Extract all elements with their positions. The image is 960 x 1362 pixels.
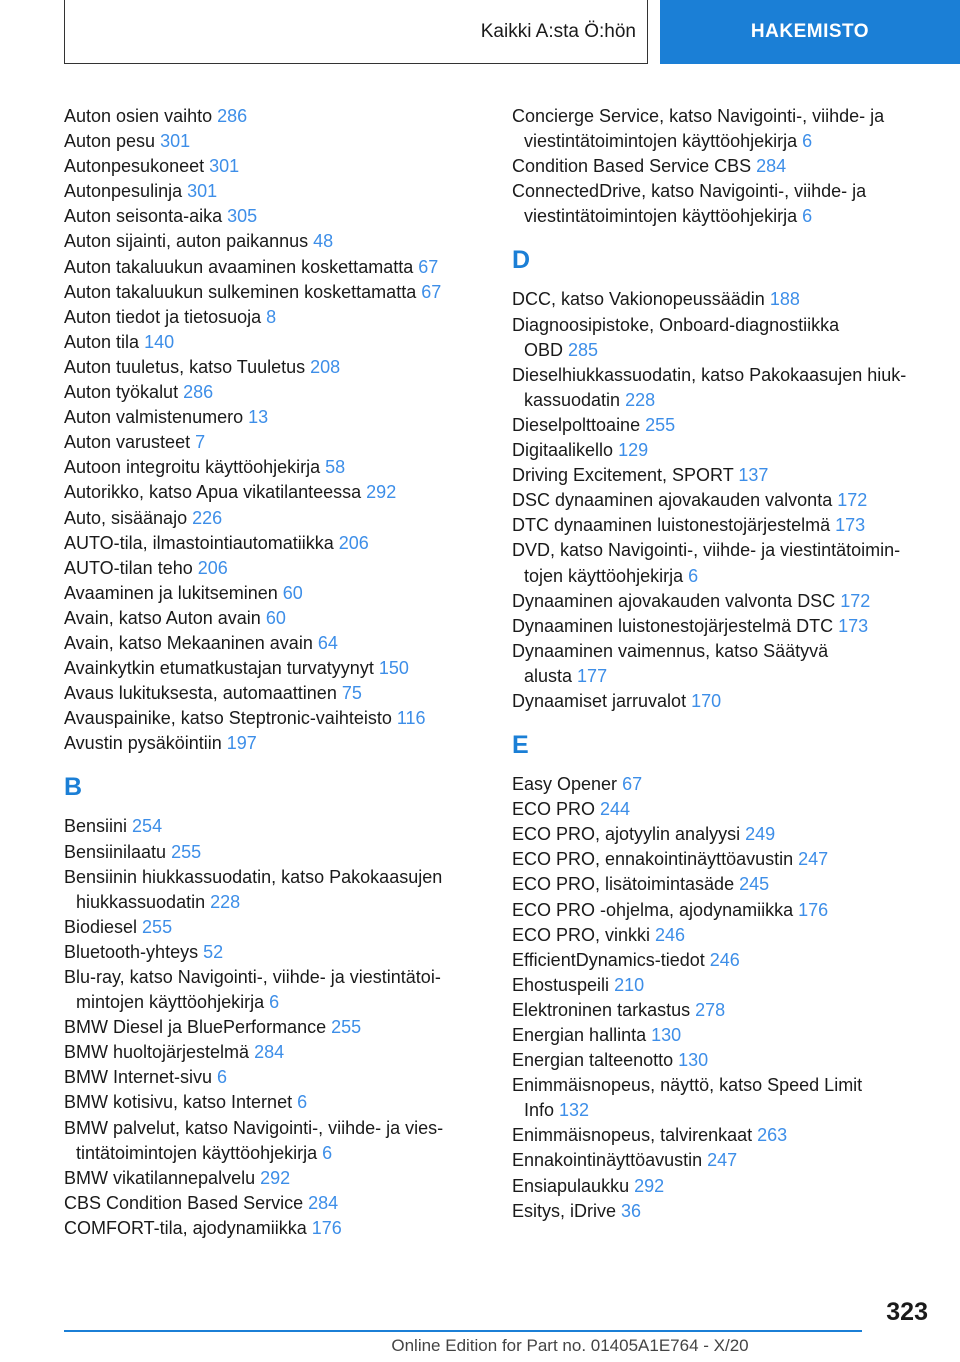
page-link[interactable]: 67 — [622, 774, 643, 795]
index-entry — [512, 363, 932, 388]
page-link[interactable]: 197 — [226, 733, 257, 754]
index-entry — [64, 731, 474, 756]
page-link[interactable]: 206 — [197, 557, 228, 578]
index-entry — [512, 463, 932, 488]
index-entry — [64, 455, 474, 480]
index-entry-text: Autorikko, katso Apua vikatilanteessa — [64, 482, 367, 503]
index-entry — [64, 814, 474, 839]
index-entry — [512, 589, 932, 614]
page-link[interactable]: 13 — [248, 407, 269, 428]
index-entry-continuation — [512, 204, 932, 229]
index-entry — [64, 1065, 474, 1090]
index-entry — [64, 681, 474, 706]
index-entry-text: Dynaamiset jarruvalot — [512, 690, 692, 711]
index-entry — [512, 413, 932, 438]
page-link[interactable]: 246 — [709, 949, 740, 970]
page-link[interactable]: 48 — [313, 231, 334, 252]
index-entry-text: Enimmäisnopeus, talvirenkaat — [512, 1125, 758, 1146]
page-link[interactable]: 176 — [311, 1217, 342, 1238]
index-entry — [64, 480, 474, 505]
index-entry — [64, 631, 474, 656]
index-entry — [64, 280, 474, 305]
index-entry — [64, 104, 474, 129]
index-entry — [512, 313, 932, 338]
index-entry-text: Avain, katso Mekaaninen avain — [64, 632, 318, 653]
index-entry-text: BMW Diesel ja BluePerformance — [64, 1017, 332, 1038]
page-link[interactable]: 137 — [738, 465, 769, 486]
index-entry-text: Bensiini — [64, 816, 133, 837]
page-link[interactable]: 132 — [559, 1100, 590, 1121]
page-link[interactable]: 247 — [707, 1150, 738, 1171]
index-entry-text: Bensiinilaatu — [64, 841, 172, 862]
index-entry-text: ECO PRO, ennakointinäyttöavustin — [512, 849, 799, 870]
index-entry — [512, 689, 932, 714]
page-link[interactable]: 8 — [266, 306, 277, 327]
page-link[interactable]: 301 — [160, 131, 191, 152]
index-entry-continuation — [512, 338, 932, 363]
index-entry — [64, 1116, 474, 1141]
index-entry-text: Auton tiedot ja tietosuoja — [64, 306, 267, 327]
index-column-right — [512, 104, 932, 1224]
index-entry-text: Biodiesel — [64, 916, 143, 937]
index-entry — [64, 179, 474, 204]
index-entry-continuation — [64, 1141, 474, 1166]
index-entry-continuation — [64, 990, 474, 1015]
index-entry-text: AUTO-tila, ilmastointiautomatiikka — [64, 532, 339, 553]
index-entry-text: viestintätoimintojen käyttöohjekirja — [524, 206, 803, 227]
page-link[interactable]: 116 — [396, 708, 426, 729]
index-entry-text: tintätoimintojen käyttöohjekirja — [76, 1142, 323, 1163]
index-entry-text: BMW vikatilannepalvelu — [64, 1167, 261, 1188]
index-entry — [64, 154, 474, 179]
page-link[interactable]: 249 — [745, 824, 776, 845]
index-entry — [64, 556, 474, 581]
index-entry-text: Avauspainike, katso Steptronic-vaihteisto — [64, 708, 397, 729]
page-link[interactable]: 67 — [421, 281, 442, 302]
index-entry-text: Dieselpolttoaine — [512, 414, 646, 435]
page-link[interactable]: 292 — [634, 1175, 665, 1196]
index-entry-text: Avainkytkin etumatkustajan turvatyynyt — [64, 658, 379, 679]
index-entry-text: ECO PRO -ohjelma, ajodynamiikka — [512, 899, 799, 920]
page-link[interactable]: 176 — [798, 899, 829, 920]
page-link[interactable]: 75 — [341, 683, 362, 704]
page-link[interactable]: 210 — [614, 974, 645, 995]
page-link[interactable]: 286 — [183, 382, 214, 403]
page-link[interactable]: 173 — [838, 615, 869, 636]
index-entry-continuation — [64, 890, 474, 915]
page-link[interactable]: 301 — [187, 181, 218, 202]
index-entry — [512, 1073, 932, 1098]
index-entry-text: Dynaaminen ajovakauden valvonta DSC — [512, 590, 841, 611]
page-link[interactable]: 52 — [203, 941, 224, 962]
page-link[interactable]: 173 — [835, 515, 866, 536]
page-link[interactable]: 58 — [325, 457, 346, 478]
index-entry-text: Autonpesulinja — [64, 181, 188, 202]
page-link[interactable]: 245 — [739, 874, 770, 895]
index-entry-text: Avustin pysäköintiin — [64, 733, 227, 754]
index-entry — [64, 229, 474, 254]
index-entry-text: CBS Condition Based Service — [64, 1192, 309, 1213]
index-entry-text: Autoon integroitu käyttöohjekirja — [64, 457, 326, 478]
index-entry — [64, 129, 474, 154]
index-entry — [64, 1166, 474, 1191]
index-entry-text: Bluetooth-yhteys — [64, 941, 204, 962]
page-link[interactable]: 6 — [217, 1067, 228, 1088]
index-entry-continuation — [512, 1098, 932, 1123]
page-link[interactable]: 172 — [840, 590, 871, 611]
page-link[interactable]: 284 — [308, 1192, 339, 1213]
page-link[interactable]: 208 — [310, 356, 341, 377]
index-entry-text: BMW kotisivu, katso Internet — [64, 1092, 298, 1113]
page-link[interactable]: 246 — [655, 924, 686, 945]
index-entry-text: Condition Based Service CBS — [512, 156, 757, 177]
index-entry-text: AUTO-tilan teho — [64, 557, 198, 578]
page-link[interactable]: 170 — [691, 690, 722, 711]
index-entry-text: EfficientDynamics-tiedot — [512, 949, 710, 970]
index-entry-continuation — [512, 129, 932, 154]
index-entry — [512, 1199, 932, 1224]
index-entry — [64, 865, 474, 890]
index-entry-text: ECO PRO, ajotyylin analyysi — [512, 824, 746, 845]
index-entry — [512, 1148, 932, 1173]
page-link[interactable]: 130 — [651, 1025, 682, 1045]
page-link[interactable]: 254 — [132, 816, 163, 837]
index-entry-text: Dynaaminen luistonestojärjestelmä DTC — [512, 615, 839, 636]
index-entry-text: Blu-ray, katso Navigointi-, viihde- ja viestintätoi- — [64, 967, 441, 987]
page-link[interactable]: 284 — [254, 1042, 285, 1063]
index-entry — [64, 915, 474, 940]
index-entry-text: Ensiapulaukku — [512, 1175, 635, 1196]
page-link[interactable]: 228 — [625, 389, 656, 410]
index-entry-text: DTC dynaaminen luistonestojärjestelmä — [512, 515, 836, 536]
index-entry — [512, 797, 932, 822]
page-link[interactable]: 244 — [600, 799, 631, 820]
index-entry-text: Auton valmistenumero — [64, 407, 249, 428]
index-entry — [64, 204, 474, 229]
index-entry — [512, 538, 932, 563]
index-entry-text: Auton työkalut — [64, 382, 184, 403]
index-entry-text: ConnectedDrive, katso Navigointi-, viihde- ja — [512, 181, 867, 202]
index-entry-text: Enimmäisnopeus, näyttö, katso Speed Limit — [512, 1075, 863, 1096]
index-entry — [64, 430, 474, 455]
index-entry — [64, 1090, 474, 1115]
index-entry-text: Driving Excitement, SPORT — [512, 465, 739, 486]
page-link[interactable]: 255 — [645, 414, 676, 435]
index-entry — [512, 772, 932, 797]
page-link[interactable]: 255 — [171, 841, 202, 862]
index-entry-text: Diagnoosipistoke, Onboard-diagnostiikka — [512, 314, 840, 335]
index-letter-heading: E — [512, 731, 529, 760]
index-entry-text: Auton tila — [64, 331, 145, 352]
page-number: 323 — [886, 1298, 928, 1326]
index-entry — [64, 355, 474, 380]
index-entry — [512, 179, 932, 204]
page-link[interactable]: 67 — [418, 256, 439, 277]
page-link[interactable]: 263 — [757, 1125, 788, 1146]
index-entry — [512, 513, 932, 538]
index-entry — [64, 606, 474, 631]
index-entry — [64, 405, 474, 430]
page-link[interactable]: 292 — [366, 482, 397, 503]
index-entry-text: DVD, katso Navigointi-, viihde- ja viestintätoimin- — [512, 540, 901, 561]
page-link[interactable]: 284 — [756, 156, 787, 177]
index-entry-text: viestintätoimintojen käyttöohjekirja — [524, 131, 803, 152]
page-link[interactable]: 6 — [802, 131, 813, 152]
page-link[interactable]: 228 — [210, 891, 241, 912]
index-entry — [64, 1040, 474, 1065]
page-link[interactable]: 172 — [837, 490, 868, 511]
footer-edition: Online Edition for Part no. 01405A1E764 - X/20 — [391, 1336, 749, 1355]
index-entry-text: Ennakointinäyttöavustin — [512, 1150, 708, 1171]
index-entry-text: Avaus lukituksesta, automaattinen — [64, 683, 342, 704]
index-entry — [512, 872, 932, 897]
page-link[interactable]: 6 — [269, 992, 280, 1013]
index-entry-text: DCC, katso Vakionopeussäädin — [512, 289, 770, 310]
page-link[interactable]: 255 — [142, 916, 173, 937]
page-link[interactable]: 140 — [144, 331, 175, 352]
index-entry — [64, 706, 474, 731]
index-entry — [64, 1216, 474, 1241]
page-link[interactable]: 6 — [688, 565, 699, 586]
index-entry — [512, 948, 932, 973]
index-entry — [64, 506, 474, 531]
index-entry — [64, 380, 474, 405]
index-entry-text: Auton takaluukun avaaminen koskettamatta — [64, 256, 419, 277]
index-entry-continuation — [512, 664, 932, 689]
index-entry-text: Bensiinin hiukkassuodatin, katso Pakokaasujen — [64, 866, 443, 887]
index-entry — [512, 923, 932, 948]
index-entry-text: BMW palvelut, katso Navigointi-, viihde- ja vies- — [64, 1117, 444, 1138]
index-entry-text: Concierge Service, katso Navigointi-, viihde- ja — [512, 106, 885, 126]
index-entry-text: OBD — [524, 339, 569, 360]
page-link[interactable]: 60 — [265, 607, 286, 628]
page-link[interactable]: 292 — [260, 1167, 291, 1188]
index-entry — [64, 581, 474, 606]
index-entry-text: Ehostuspeili — [512, 974, 615, 995]
index-entry-text: BMW huoltojärjestelmä — [64, 1042, 255, 1063]
page-link[interactable]: 7 — [195, 432, 206, 453]
index-entry-text: Auton osien vaihto — [64, 106, 218, 126]
index-entry-text: hiukkassuodatin — [76, 891, 211, 912]
index-entry-text: Auton sijainti, auton paikannus — [64, 231, 314, 252]
index-entry — [64, 1015, 474, 1040]
page-link[interactable]: 129 — [618, 440, 649, 461]
index-entry-continuation — [512, 564, 932, 589]
index-entry-text: ECO PRO, lisätoimintasäde — [512, 874, 740, 895]
index-entry-text: Dieselhiukkassuodatin, katso Pakokaasujen hiuk- — [512, 364, 907, 385]
index-entry-text: Avaaminen ja lukitseminen — [64, 582, 283, 603]
index-entry — [512, 438, 932, 463]
footer-divider — [64, 1330, 862, 1332]
index-entry-text: COMFORT-tila, ajodynamiikka — [64, 1217, 312, 1238]
tab-index[interactable]: HAKEMISTO — [660, 0, 960, 64]
page-link[interactable]: 130 — [678, 1050, 709, 1071]
index-entry-text: Energian talteenotto — [512, 1050, 679, 1071]
index-entry-text: Elektroninen tarkastus — [512, 999, 696, 1020]
page-link[interactable]: 150 — [378, 658, 409, 679]
page-link[interactable]: 255 — [331, 1017, 362, 1038]
tab-a-to-z[interactable]: Kaikki A:sta Ö:hön — [480, 21, 636, 42]
page-link[interactable]: 286 — [217, 106, 248, 126]
page-link[interactable]: 206 — [338, 532, 369, 553]
page-link[interactable]: 305 — [227, 206, 258, 227]
page-link[interactable]: 6 — [297, 1092, 308, 1113]
page-link[interactable]: 301 — [209, 156, 240, 177]
index-entry — [64, 840, 474, 865]
page-link[interactable]: 64 — [317, 632, 338, 653]
page-link[interactable]: 226 — [192, 507, 223, 528]
index-entry-text: Auton tuuletus, katso Tuuletus — [64, 356, 311, 377]
page-link[interactable]: 177 — [577, 665, 608, 686]
index-entry-text: Esitys, iDrive — [512, 1200, 622, 1221]
index-entry-text: tojen käyttöohjekirja — [524, 565, 689, 586]
index-entry-text: Digitaalikello — [512, 440, 619, 461]
index-entry-text: Auton seisonta-aika — [64, 206, 228, 227]
index-entry — [512, 1048, 932, 1073]
index-letter-heading: D — [512, 246, 531, 275]
page-link[interactable]: 36 — [621, 1200, 642, 1221]
index-entry-text: Auton pesu — [64, 131, 161, 152]
page-link[interactable]: 6 — [322, 1142, 333, 1163]
index-entry-text: Energian hallinta — [512, 1025, 652, 1045]
index-entry — [64, 531, 474, 556]
page-link[interactable]: 188 — [769, 289, 800, 310]
page-link[interactable]: 285 — [568, 339, 599, 360]
index-entry-text: Info — [524, 1100, 560, 1121]
index-column-left — [64, 104, 474, 1241]
index-entry — [512, 1023, 932, 1048]
index-entry-text: Autonpesukoneet — [64, 156, 210, 177]
index-entry-text: Auton varusteet — [64, 432, 196, 453]
page-link[interactable]: 247 — [798, 849, 829, 870]
index-entry — [64, 305, 474, 330]
index-entry — [512, 488, 932, 513]
index-entry — [512, 1123, 932, 1148]
index-entry-text: ECO PRO — [512, 799, 601, 820]
index-entry-text: Avain, katso Auton avain — [64, 607, 266, 628]
index-entry — [512, 898, 932, 923]
index-entry — [512, 104, 932, 129]
index-entry — [512, 1174, 932, 1199]
index-entry-text: Auton takaluukun sulkeminen koskettamatta — [64, 281, 422, 302]
index-entry-text: DSC dynaaminen ajovakauden valvonta — [512, 490, 838, 511]
page-link[interactable]: 60 — [282, 582, 303, 603]
index-letter-heading: B — [64, 773, 83, 802]
index-entry-text: alusta — [524, 665, 578, 686]
index-entry — [512, 154, 932, 179]
index-entry-text: BMW Internet-sivu — [64, 1067, 218, 1088]
index-entry — [512, 998, 932, 1023]
index-entry-text: mintojen käyttöohjekirja — [76, 992, 270, 1013]
index-entry-continuation — [512, 388, 932, 413]
index-entry-text: ECO PRO, vinkki — [512, 924, 656, 945]
index-entry-text: kassuodatin — [524, 389, 626, 410]
index-entry — [64, 656, 474, 681]
index-entry — [512, 287, 932, 312]
index-entry — [64, 965, 474, 990]
index-entry — [64, 330, 474, 355]
index-entry-text: Easy Opener — [512, 774, 623, 795]
index-entry — [512, 822, 932, 847]
index-entry — [512, 614, 932, 639]
index-entry — [64, 255, 474, 280]
index-entry — [512, 973, 932, 998]
index-entry — [64, 940, 474, 965]
index-entry-text: Auto, sisäänajo — [64, 507, 193, 528]
page-link[interactable]: 6 — [802, 206, 813, 227]
index-entry-text: Dynaaminen vaimennus, katso Säätyvä — [512, 640, 829, 661]
index-entry — [64, 1191, 474, 1216]
index-entry — [512, 639, 932, 664]
page-link[interactable]: 278 — [695, 999, 726, 1020]
index-entry — [512, 847, 932, 872]
